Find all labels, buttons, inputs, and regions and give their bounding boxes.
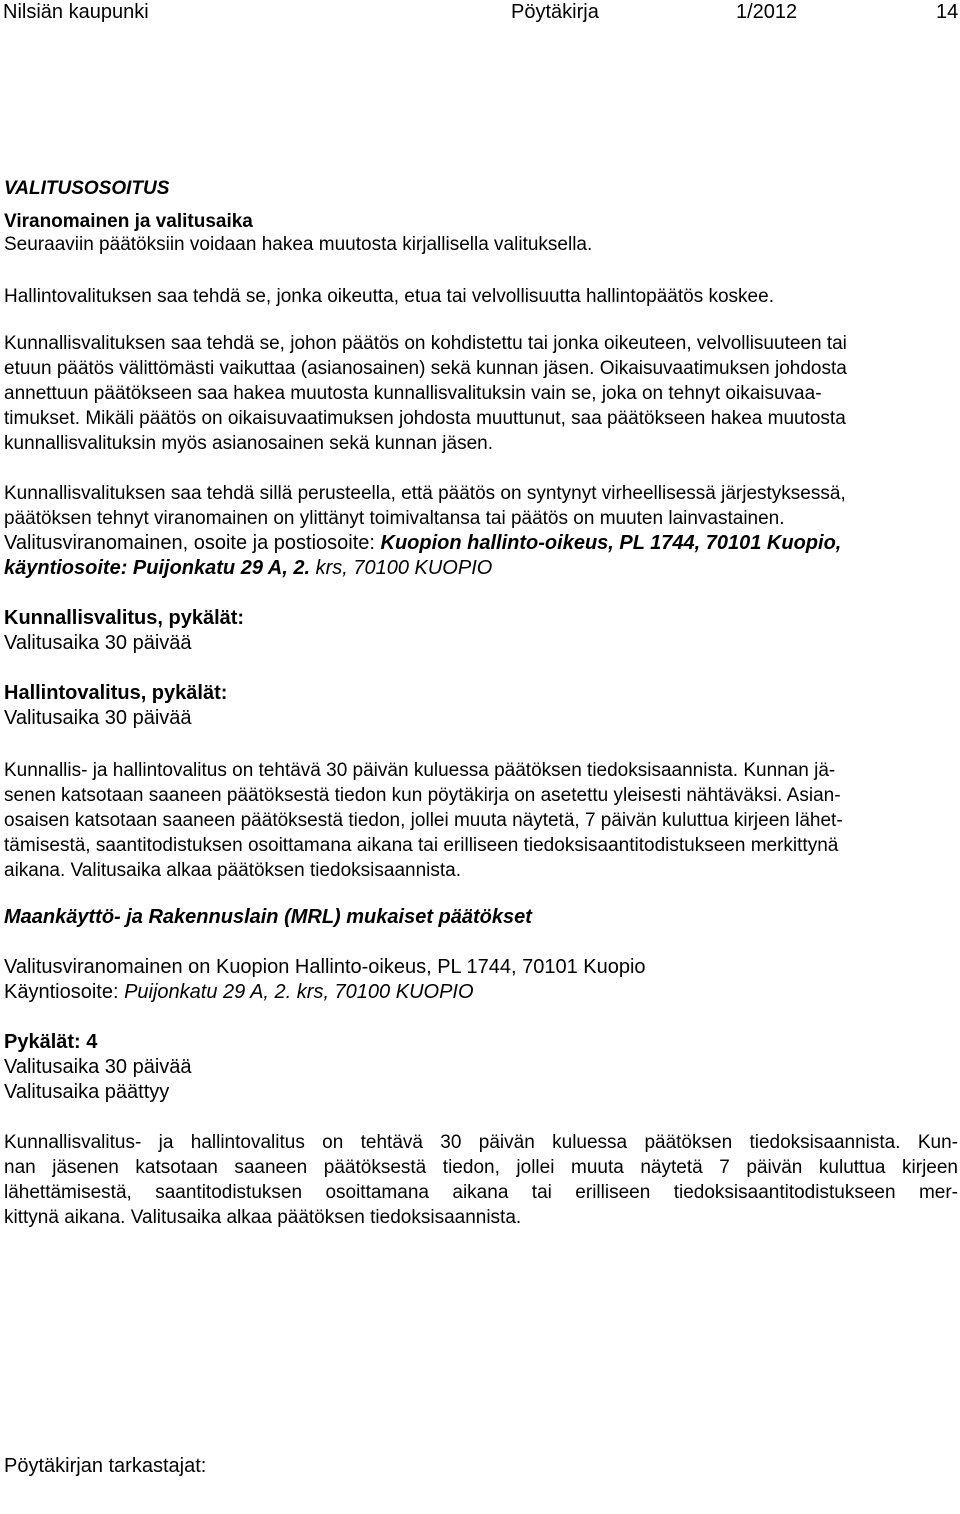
mrl-appeal-ends: Valitusaika päättyy (4, 1081, 170, 1103)
mrl-appeal-time: Valitusaika 30 päivää (4, 1056, 192, 1078)
mrl-heading: Maankäyttö- ja Rakennuslain (MRL) mukaiset päätökset (4, 906, 532, 928)
paragraph-line: nan jäsenen katsotaan saaneen päätöksestä tiedon, jollei muuta näytetä 7 päivän kuluttua kirjeen (4, 1157, 958, 1178)
intro-text: Seuraaviin päätöksiin voidaan hakea muutosta kirjallisella valituksella. (4, 234, 593, 255)
mrl-appeal-paragraph (4, 1130, 958, 1230)
mrl-visit-address: Käyntiosoite: Puijonkatu 29 A, 2. krs, 70100 KUOPIO (4, 981, 474, 1003)
pykalat-label: Pykälät: 4 (4, 1031, 98, 1053)
paragraph-line: etuun päätös välittömästi vaikuttaa (asianosainen) sekä kunnan jäsen. Oikaisuvaatimuksen johdosta (4, 358, 847, 379)
appeal-time-paragraph (4, 758, 958, 883)
grounds-paragraph (4, 481, 958, 581)
paragraph-line: lähettämisestä, saantitodistuksen osoittamana aikana tai erilliseen tiedoksisaantitodistukseen mer- (4, 1182, 958, 1203)
document-title: VALITUSOSOITUS (4, 178, 170, 199)
hallintovalitus-paragraph: Hallintovalituksen saa tehdä se, jonka oikeutta, etua tai velvollisuutta hallintopäätös koskee. (4, 286, 774, 307)
municipality-name: Nilsiän kaupunki (3, 1, 149, 23)
paragraph-line: Valitusviranomainen, osoite ja postiosoite: Kuopion hallinto-oikeus, PL 1744, 70101 Kuopio, (4, 532, 842, 554)
page-number: 14 (936, 1, 959, 23)
paragraph-line: Kunnallisvalitus- ja hallintovalitus on tehtävä 30 päivän kuluessa päätöksen tiedoksisaannista. Kun- (4, 1132, 958, 1153)
document-number: 1/2012 (736, 1, 798, 23)
paragraph-line: Kunnallisvalituksen saa tehdä sillä perusteella, että päätös on syntynyt virheellisessä järjestyksessä, (4, 483, 846, 504)
visiting-address: käyntiosoite: Puijonkatu 29 A, 2. (4, 557, 310, 579)
mrl-authority: Valitusviranomainen on Kuopion Hallinto-oikeus, PL 1744, 70101 Kuopio (4, 956, 646, 978)
paragraph-line: senen katsotaan saaneen päätöksestä tiedon kun pöytäkirja on asetettu yleisesti nähtäväksi. Asian- (4, 785, 841, 806)
paragraph-line: aikana. Valitusaika alkaa päätöksen tiedoksisaannista. (4, 860, 461, 881)
paragraph-line: päätöksen tehnyt viranomainen on ylittänyt toimivaltansa tai päätös on muuten lainvastainen. (4, 508, 785, 529)
document-type: Pöytäkirja (511, 1, 599, 23)
footer-reviewers: Pöytäkirjan tarkastajat: (4, 1455, 207, 1477)
paragraph-line: käyntiosoite: Puijonkatu 29 A, 2. krs, 70100 KUOPIO (4, 557, 493, 579)
paragraph-line: Kunnallis- ja hallintovalitus on tehtävä 30 päivän kuluessa päätöksen tiedoksisaannista. Kunnan jä- (4, 760, 836, 781)
paragraph-line: timukset. Mikäli päätös on oikaisuvaatimuksen johdosta muuttunut, saa päätökseen hakea muutosta (4, 408, 846, 429)
kunnallisvalitus-paragraph (4, 331, 958, 456)
paragraph-line: Kunnallisvalituksen saa tehdä se, johon päätös on kohdistettu tai jonka oikeuteen, velvollisuuteen tai (4, 333, 847, 354)
paragraph-line: kittynä aikana. Valitusaika alkaa päätöksen tiedoksisaannista. (4, 1207, 522, 1228)
kunnallisvalitus-time: Valitusaika 30 päivää (4, 632, 192, 654)
paragraph-line: osaisen katsotaan saaneen päätöksestä tiedon, jollei muuta näytetä, 7 päivän kuluttua kirjeen lähet- (4, 810, 843, 831)
authority-address: Kuopion hallinto-oikeus, PL 1744, 70101 Kuopio, (380, 532, 842, 554)
paragraph-line: tämisestä, saantitodistuksen osoittamana aikana tai erilliseen tiedoksisaantitodistukseen merkittynä (4, 835, 839, 856)
paragraph-line: kunnallisvalituksin myös asianosainen sekä kunnan jäsen. (4, 433, 494, 454)
kunnallisvalitus-heading: Kunnallisvalitus, pykälät: (4, 607, 245, 629)
paragraph-line: annettuun päätökseen saa hakea muutosta kunnallisvalituksin vain se, joka on tehnyt oikaisuvaa- (4, 383, 822, 404)
authority-heading: Viranomainen ja valitusaika (4, 211, 253, 232)
hallintovalitus-heading: Hallintovalitus, pykälät: (4, 682, 228, 704)
hallintovalitus-time: Valitusaika 30 päivää (4, 707, 192, 729)
page-header (0, 0, 960, 24)
